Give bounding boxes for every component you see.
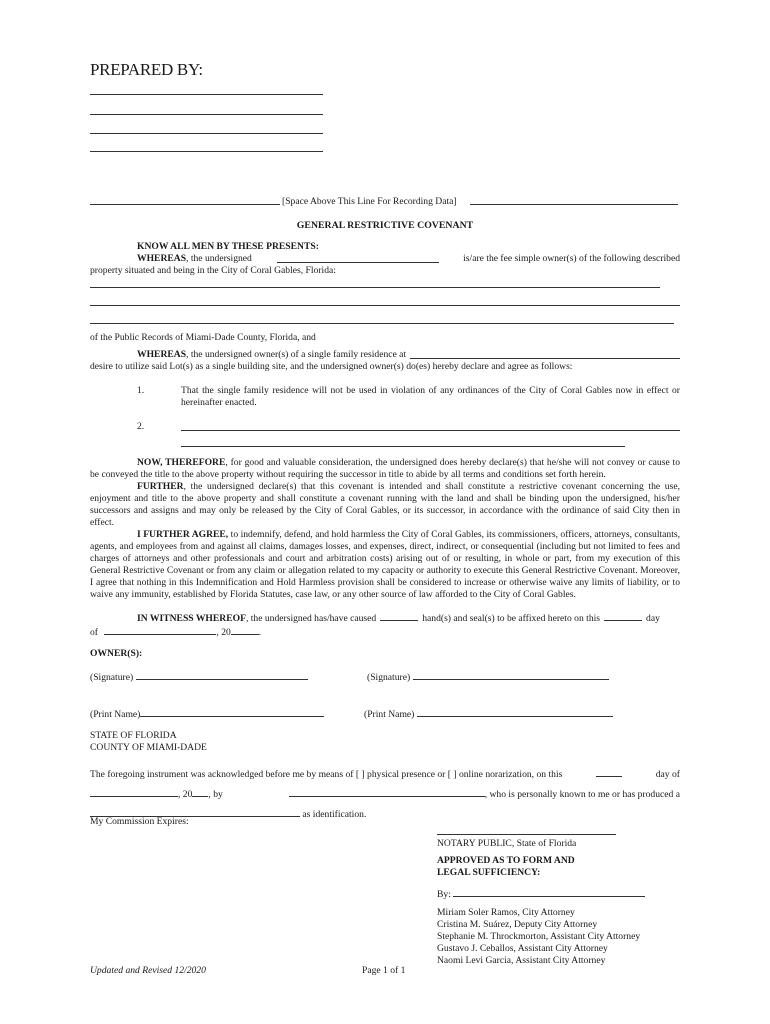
- item-1-number: 1.: [137, 385, 145, 396]
- witness-day-field[interactable]: [604, 611, 642, 621]
- legal-description-line-1[interactable]: [90, 287, 660, 288]
- county-label: COUNTY OF MIAMI-DADE: [90, 742, 207, 753]
- owner-1-signature: (Signature): [90, 670, 308, 684]
- owner-1-print-name: (Print Name): [90, 707, 324, 721]
- revision-note: Updated and Revised 12/2020: [90, 965, 206, 976]
- whereas-lead: WHEREAS: [137, 253, 187, 264]
- prepared-by-line-4[interactable]: [90, 151, 323, 152]
- approval-by: By:: [437, 887, 645, 901]
- owner-2-signature: (Signature): [367, 670, 609, 684]
- attorney-name: Miriam Soler Ramos, City Attorney: [437, 907, 575, 918]
- owner-1-print-name-field[interactable]: [140, 707, 324, 717]
- prepared-by-line-3[interactable]: [90, 133, 323, 134]
- recording-divider-right: [470, 204, 678, 205]
- witness-year-field[interactable]: [231, 625, 259, 635]
- owners-heading: OWNER(S):: [90, 648, 143, 659]
- notary-signature-line[interactable]: [437, 834, 616, 835]
- item-2-line-1[interactable]: [181, 430, 680, 431]
- owner-1-signature-field[interactable]: [136, 670, 308, 680]
- page-number: Page 1 of 1: [362, 965, 406, 976]
- public-records-text: of the Public Records of Miami-Dade County, Florida, and: [90, 332, 316, 343]
- prepared-by-label: PREPARED BY:: [90, 60, 203, 79]
- legal-description-line-2[interactable]: [90, 305, 680, 306]
- prepared-by-line-1[interactable]: [90, 94, 323, 95]
- owner-2-print-name-field[interactable]: [417, 707, 613, 717]
- whereas-residence-paragraph: WHEREAS, the undersigned owner(s) of a single family residence at desire to utilize said Lot(s) as a single building site, and the undersigned owner(s) do(es) hereby declare and agree as follows:: [90, 349, 680, 373]
- witness-month-field[interactable]: [104, 625, 216, 635]
- state-label: STATE OF FLORIDA: [90, 730, 177, 741]
- recording-divider-left: [90, 204, 280, 205]
- whereas-owner-paragraph: WHEREAS, the undersigned is/are the fee simple owner(s) of the following described property situated and being in the City of Coral Gables, Florida:: [90, 253, 680, 276]
- ack-day-field[interactable]: [596, 767, 622, 777]
- owner-name-field[interactable]: [277, 253, 439, 263]
- attorney-name: Gustavo J. Ceballos, Assistant City Attorney: [437, 943, 608, 954]
- witness-hands-field[interactable]: [380, 611, 418, 621]
- indemnification-paragraph: I FURTHER AGREE, to indemnify, defend, and hold harmless the City of Coral Gables, its commissioners, officers, attorneys, consultants, agents, and employees from and against all claims, damages losses, and expenses, direct, indirect, or consequential (including but not limited to fees and charges of attorneys and other professionals and court and arbitration costs) arising out of or resulting, in whole or part, from my execution of this General Restrictive Covenant or from any claim or allegation related to my capacity or authority to execute this General Restrictive Covenant. Moreover, I agree that nothing in this Indemnification and Hold Harmless provision shall be considered to increase or otherwise waive any limits of liability, or to waive any immunity, established by Florida Statutes, case law, or any other source of law afforded to the City of Coral Gables.: [90, 529, 680, 600]
- approval-by-field[interactable]: [453, 887, 645, 897]
- residence-address-field[interactable]: [410, 349, 680, 359]
- know-all-men-heading: KNOW ALL MEN BY THESE PRESENTS:: [137, 241, 319, 252]
- ack-year-field[interactable]: [192, 787, 208, 797]
- now-therefore-paragraph: NOW, THEREFORE, for good and valuable consideration, the undersigned does hereby declare(s) that he/she will not convey or cause to be conveyed the title to the above property without requiring the successor in title to abide by all terms and conditions set forth herein.: [90, 457, 680, 480]
- approval-heading-1: APPROVED AS TO FORM AND: [437, 855, 575, 866]
- ack-month-field[interactable]: [90, 787, 178, 797]
- attorney-name: Stephanie M. Throckmorton, Assistant City Attorney: [437, 931, 641, 942]
- acknowledgment-paragraph: The foregoing instrument was acknowledged before me by means of [ ] physical presence or [ ] online norarization, on this day of , 20 , by , who is personally known to me or has produced a as identification.: [90, 769, 680, 820]
- further-paragraph: FURTHER, the undersigned declare(s) that this covenant is intended and shall constitute a restrictive covenant concerning the use, enjoyment and title to the above property and shall constitute a covenant running with the land and shall be binding upon the undersigned, his/her successors and assigns and may only be released by the City of Coral Gables, or its successor, in accordance with the ordinance of said City then in effect.: [90, 481, 680, 528]
- ack-person-field[interactable]: [289, 787, 485, 797]
- commission-expires-label: My Commission Expires:: [90, 816, 189, 827]
- prepared-by-line-2[interactable]: [90, 114, 323, 115]
- witness-paragraph: IN WITNESS WHEREOF, the undersigned has/have caused hand(s) and seal(s) to be affixed hereto on this day of , 20 .: [90, 613, 660, 638]
- attorney-list: [437, 907, 640, 967]
- owner-2-print-name: (Print Name): [364, 707, 613, 721]
- owner-2-signature-field[interactable]: [413, 670, 609, 680]
- attorney-name: Naomi Levi Garcia, Assistant City Attorney: [437, 955, 606, 966]
- legal-description-line-3[interactable]: [90, 323, 674, 324]
- document-title: GENERAL RESTRICTIVE COVENANT: [296, 220, 474, 231]
- recording-data-note: [Space Above This Line For Recording Data]: [282, 196, 457, 207]
- item-2-number: 2.: [137, 421, 145, 432]
- approval-heading-2: LEGAL SUFFICIENCY:: [437, 867, 541, 878]
- item-1-text: That the single family residence will not be used in violation of any ordinances of the City of Coral Gables now in effect or hereinafter enacted.: [181, 385, 680, 408]
- notary-public-label: NOTARY PUBLIC, State of Florida: [437, 838, 577, 849]
- item-2-line-2[interactable]: [181, 446, 625, 447]
- attorney-name: Cristina M. Suárez, Deputy City Attorney: [437, 919, 598, 930]
